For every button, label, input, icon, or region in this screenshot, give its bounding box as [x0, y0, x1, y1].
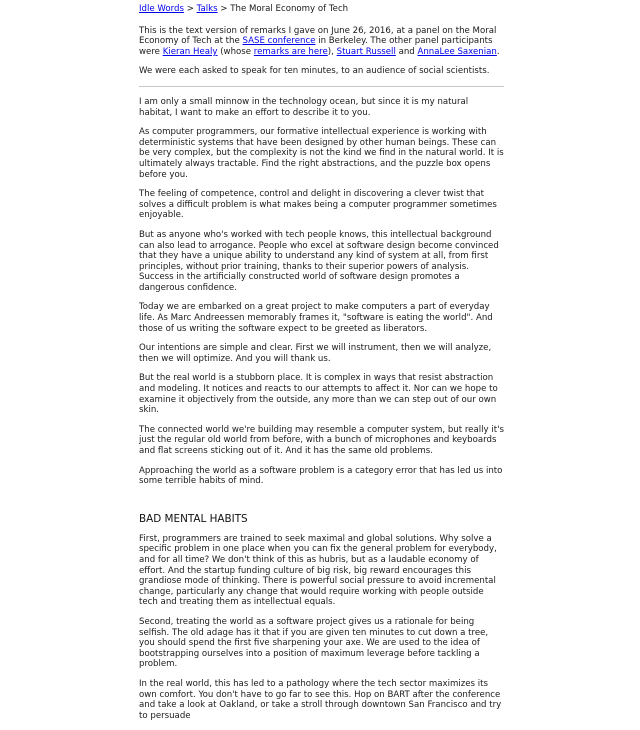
kieran-healy-link[interactable]: Kieran Healy — [162, 46, 218, 57]
section-paragraph: First, programmers are trained to seek maximal and global solutions. Why solve a specific problem in one place when you can fix the general problem for everybody, and for all time? We don't think of this as hubris, but as a laudable economy of effort. And the startup funding culture of big risk, big reward encourages this grandiose mode of thinking. There is powerful social pressure to avoid incremental change, particularly any change that would require working with people outside tech and treating them as intellectual equals. — [139, 533, 497, 608]
remarks-link[interactable]: remarks are here — [253, 46, 328, 57]
intro-text: This is the text version of remarks I gave on June 26, 2016, at a panel on the Moral Economy of Tech at the — [139, 25, 497, 47]
body-paragraph: Today we are embarked on a great project to make computers a part of everyday life. As Marc Andreessen memorably frames it, "software is eating the world". And those of us writing the software expect to be greeted as liberators. — [139, 302, 493, 334]
intro-text: . — [496, 46, 500, 57]
body-paragraph: The feeling of competence, control and delight in discovering a clever twist that solves a difficult problem is what makes being a computer programmer sometimes enjoyable. — [139, 189, 497, 221]
breadcrumb-current-page: The Moral Economy of Tech — [230, 4, 349, 14]
body-paragraph: Our intentions are simple and clear. First we will instrument, then we will analyze, then we will optimize. And you will thank us. — [139, 343, 492, 364]
breadcrumb-link-idle-words[interactable]: Idle Words — [139, 4, 184, 14]
body-paragraph: I am only a small minnow in the technology ocean, but since it is my natural habitat, I want to make an effort to describe it to you. — [139, 96, 469, 118]
stuart-russell-link[interactable]: Stuart Russell — [336, 46, 396, 57]
article — [139, 4, 504, 730]
body-paragraph: But as anyone who's worked with tech people knows, this intellectual background can also lead to arrogance. People who excel at software design become convinced that they have a unique ability to understand any kind of system at all, from first principles, without prior training, thanks to their superior powers of analysis. Success in the artificially constructed world of software design promotes a dangerous confidence. — [139, 229, 499, 293]
section-paragraph: Second, treating the world as a software project gives us a rationale for being selfish. The old adage has it that if you are given ten minutes to cut down a tree, you should spend the first five sharpening your axe. We are used to the idea of bootstrapping ourselves into a position of maximum leverage before tackling a problem. — [139, 616, 489, 670]
body-paragraph: The connected world we're building may resemble a computer system, but really it's just the regular old world from before, with a bunch of microphones and keyboards and flat screens sticking out of it. And it has the same old problems. — [139, 424, 504, 456]
divider — [139, 86, 504, 87]
breadcrumb-separator: > — [217, 4, 231, 14]
breadcrumb-separator: > — [183, 4, 197, 14]
section-heading: BAD MENTAL HABITS — [139, 512, 248, 525]
sase-conference-link[interactable]: SASE conference — [242, 36, 316, 47]
intro-text: ), — [327, 46, 337, 57]
breadcrumb — [139, 4, 504, 15]
intro-text: in Berkeley. The other panel participants were — [139, 36, 493, 57]
body-paragraph: As computer programmers, our formative intellectual experience is working with deterministic systems that have been designed by other human beings. These can be very complex, but the complexity is not the kind we find in the natural world. It is ultimately always tractable. Find the right abstractions, and the puzzle box opens before you. — [139, 127, 504, 180]
intro-paragraph — [139, 26, 504, 58]
breadcrumb-link-talks[interactable]: Talks — [196, 4, 218, 14]
body-paragraph: But the real world is a stubborn place. It is complex in ways that resist abstraction and modeling. It notices and reacts to our attempts to affect it. Nor can we hope to examine it objectively from the outside, any more than we can step out of our own skin. — [139, 373, 498, 416]
intro-note-paragraph: We were each asked to speak for ten minutes, to an audience of social scientists. — [139, 66, 490, 77]
body-paragraph: Approaching the world as a software problem is a category error that has led us into some terrible habits of mind. — [139, 465, 503, 487]
intro-text: and — [395, 46, 418, 57]
intro-text: (whose — [217, 46, 254, 57]
section-paragraph: In the real world, this has led to a pathology where the tech sector maximizes its own comfort. You don't have to go far to see this. Hop on BART after the conference and take a look at Oakland, or take a stroll through downtown San Francisco and try to persuade — [139, 678, 502, 721]
annalee-saxenian-link[interactable]: AnnaLee Saxenian — [417, 46, 497, 57]
